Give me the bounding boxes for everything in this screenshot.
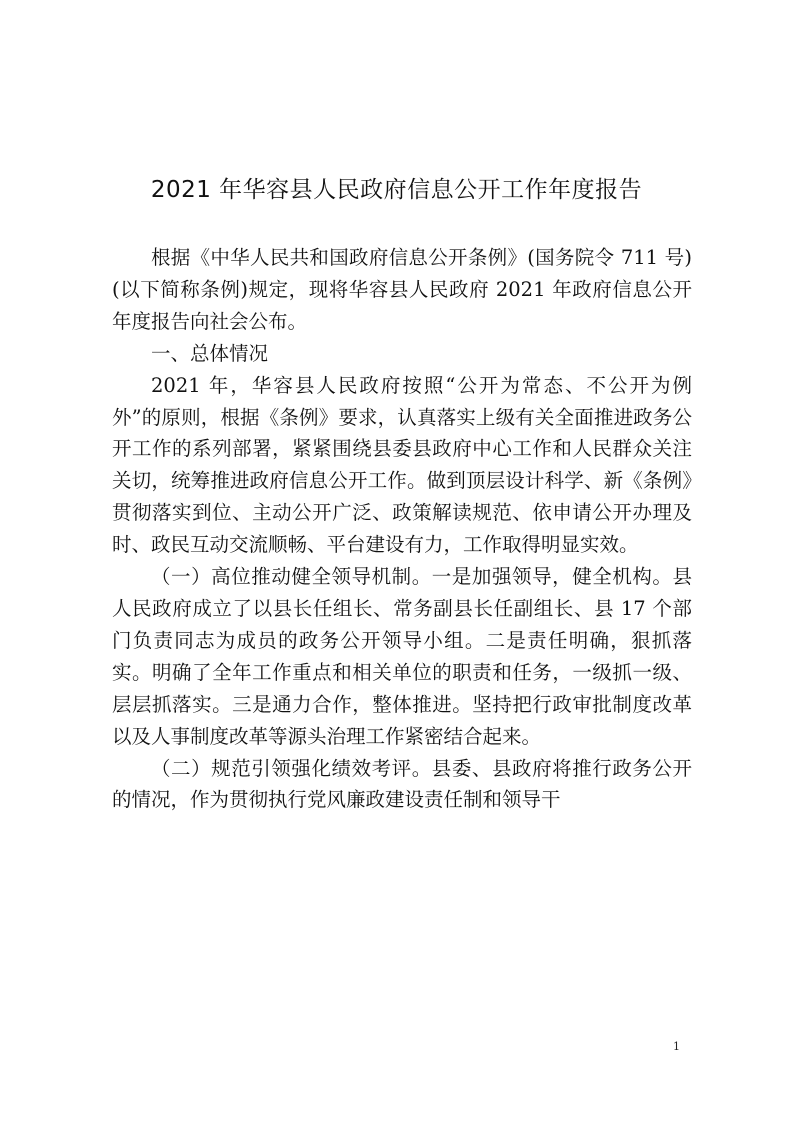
page-number: 1 [673, 1040, 680, 1053]
document-title: 2021 年华容县人民政府信息公开工作年度报告 [150, 177, 643, 203]
subsection-leadership-paragraph: （一）高位推动健全领导机制。一是加强领导，健全机构。县人民政府成立了以县长任组长、常务副县长任副组长、县 17 个部门负责同志为成员的政务公开领导小组。二是责任明确，狠抓落实。明确了全年工作重点和相关单位的职责和任务，一级抓一级、层层抓落实。三是通力合作，整体推进。坚持把行政审批制度改革以及人事制度改革等源头治理工作紧密结合起来。 [112, 565, 692, 748]
intro-paragraph: 根据《中华人民共和国政府信息公开条例》(国务院令 711 号)(以下简称条例)规定，现将华容县人民政府 2021 年政府信息公开年度报告向社会公布。 [112, 246, 692, 333]
section-heading-overview: 一、总体情况 [151, 341, 269, 365]
document-body [112, 242, 692, 816]
subsection-evaluation-paragraph: （二）规范引领强化绩效考评。县委、县政府将推行政务公开的情况，作为贯彻执行党风廉政建设责任制和领导干 [112, 756, 692, 812]
overview-paragraph: 2021 年，华容县人民政府按照“公开为常态、不公开为例外”的原则，根据《条例》要求，认真落实上级有关全面推进政务公开工作的系列部署，紧紧围绕县委县政府中心工作和人民群众关注关切，统筹推进政府信息公开工作。做到顶层设计科学、新《条例》贯彻落实到位、主动公开广泛、政策解读规范、依申请公开办理及时、政民互动交流顺畅、平台建设有力，工作取得明显实效。 [112, 373, 692, 557]
